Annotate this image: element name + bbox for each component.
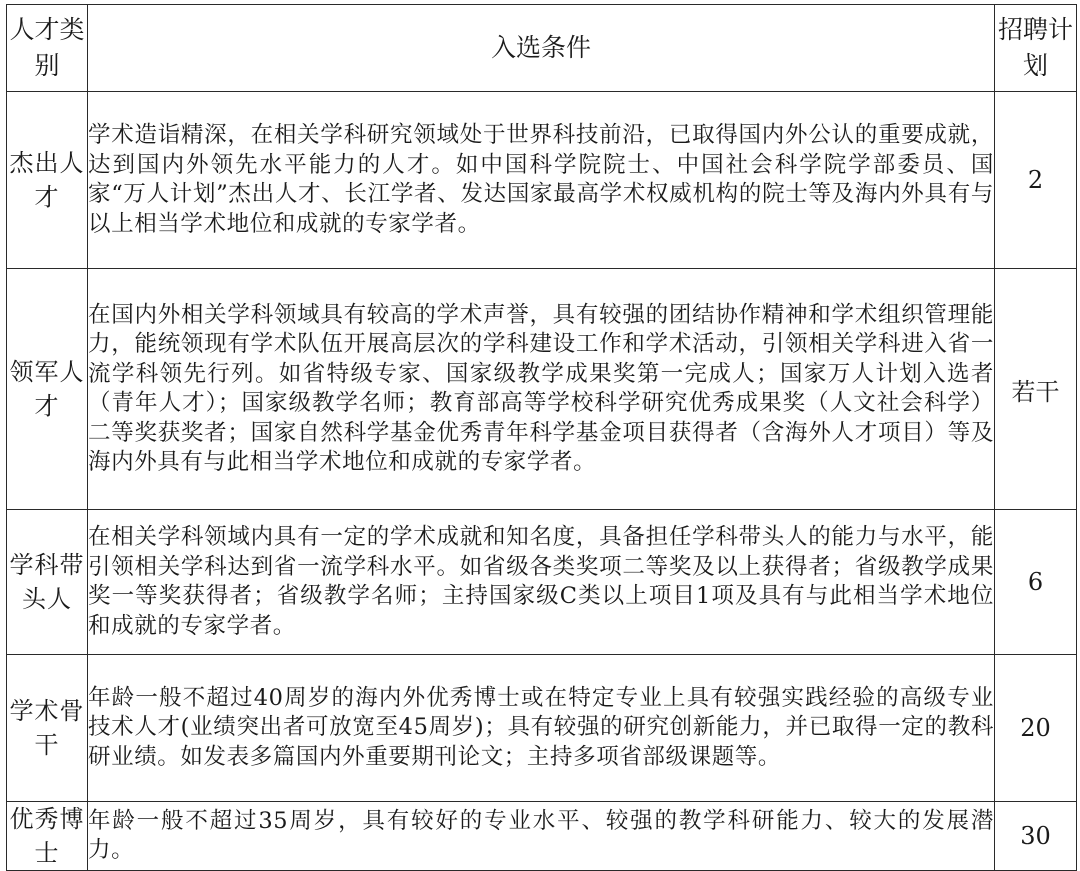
table-row [7,510,1077,655]
row-plan: 30 [995,802,1077,871]
row-category: 学术骨干 [7,655,88,802]
table-header-row [7,5,1077,92]
row-plan: 若干 [995,269,1077,510]
row-conditions: 年龄一般不超过35周岁，具有较好的专业水平、较强的教学科研能力、较大的发展潜力。 [88,802,995,871]
row-conditions: 在国内外相关学科领域具有较高的学术声誉，具有较强的团结协作精神和学术组织管理能力，能统领现有学术队伍开展高层次的学科建设工作和学术活动，引领相关学科进入省一流学科领先行列。如省特级专家、国家级教学成果奖第一完成人；国家万人计划入选者（青年人才）；国家级教学名师；教育部高等学校科学研究优秀成果奖（人文社会科学）二等奖获奖者；国家自然科学基金优秀青年科学基金项目获得者（含海外人才项目）等及海内外具有与此相当学术地位和成就的专家学者。 [88,269,995,510]
row-plan: 2 [995,92,1077,269]
row-conditions: 学术造诣精深，在相关学科研究领域处于世界科技前沿，已取得国内外公认的重要成就，达到国内外领先水平能力的人才。如中国科学院院士、中国社会科学院学部委员、国家“万人计划”杰出人才、长江学者、发达国家最高学术权威机构的院士等及海内外具有与以上相当学术地位和成就的专家学者。 [88,92,995,269]
header-category: 人才类别 [7,5,88,92]
row-plan: 6 [995,510,1077,655]
row-category: 学科带头人 [7,510,88,655]
row-category: 优秀博士 [7,802,88,871]
header-conditions: 入选条件 [88,5,995,92]
table-row [7,92,1077,269]
table-row [7,269,1077,510]
row-conditions: 在相关学科领域内具有一定的学术成就和知名度，具备担任学科带头人的能力与水平，能引领相关学科达到省一流学科水平。如省级各类奖项二等奖及以上获得者；省级教学成果奖一等奖获得者；省级教学名师；主持国家级C类以上项目1项及具有与此相当学术地位和成就的专家学者。 [88,510,995,655]
row-category: 领军人才 [7,269,88,510]
row-plan: 20 [995,655,1077,802]
talent-recruitment-table [6,4,1077,871]
table-row [7,655,1077,802]
header-plan: 招聘计划 [995,5,1077,92]
table-row [7,802,1077,871]
row-category: 杰出人才 [7,92,88,269]
row-conditions: 年龄一般不超过40周岁的海内外优秀博士或在特定专业上具有较强实践经验的高级专业技术人才(业绩突出者可放宽至45周岁)；具有较强的研究创新能力，并已取得一定的教科研业绩。如发表多篇国内外重要期刊论文；主持多项省部级课题等。 [88,655,995,802]
